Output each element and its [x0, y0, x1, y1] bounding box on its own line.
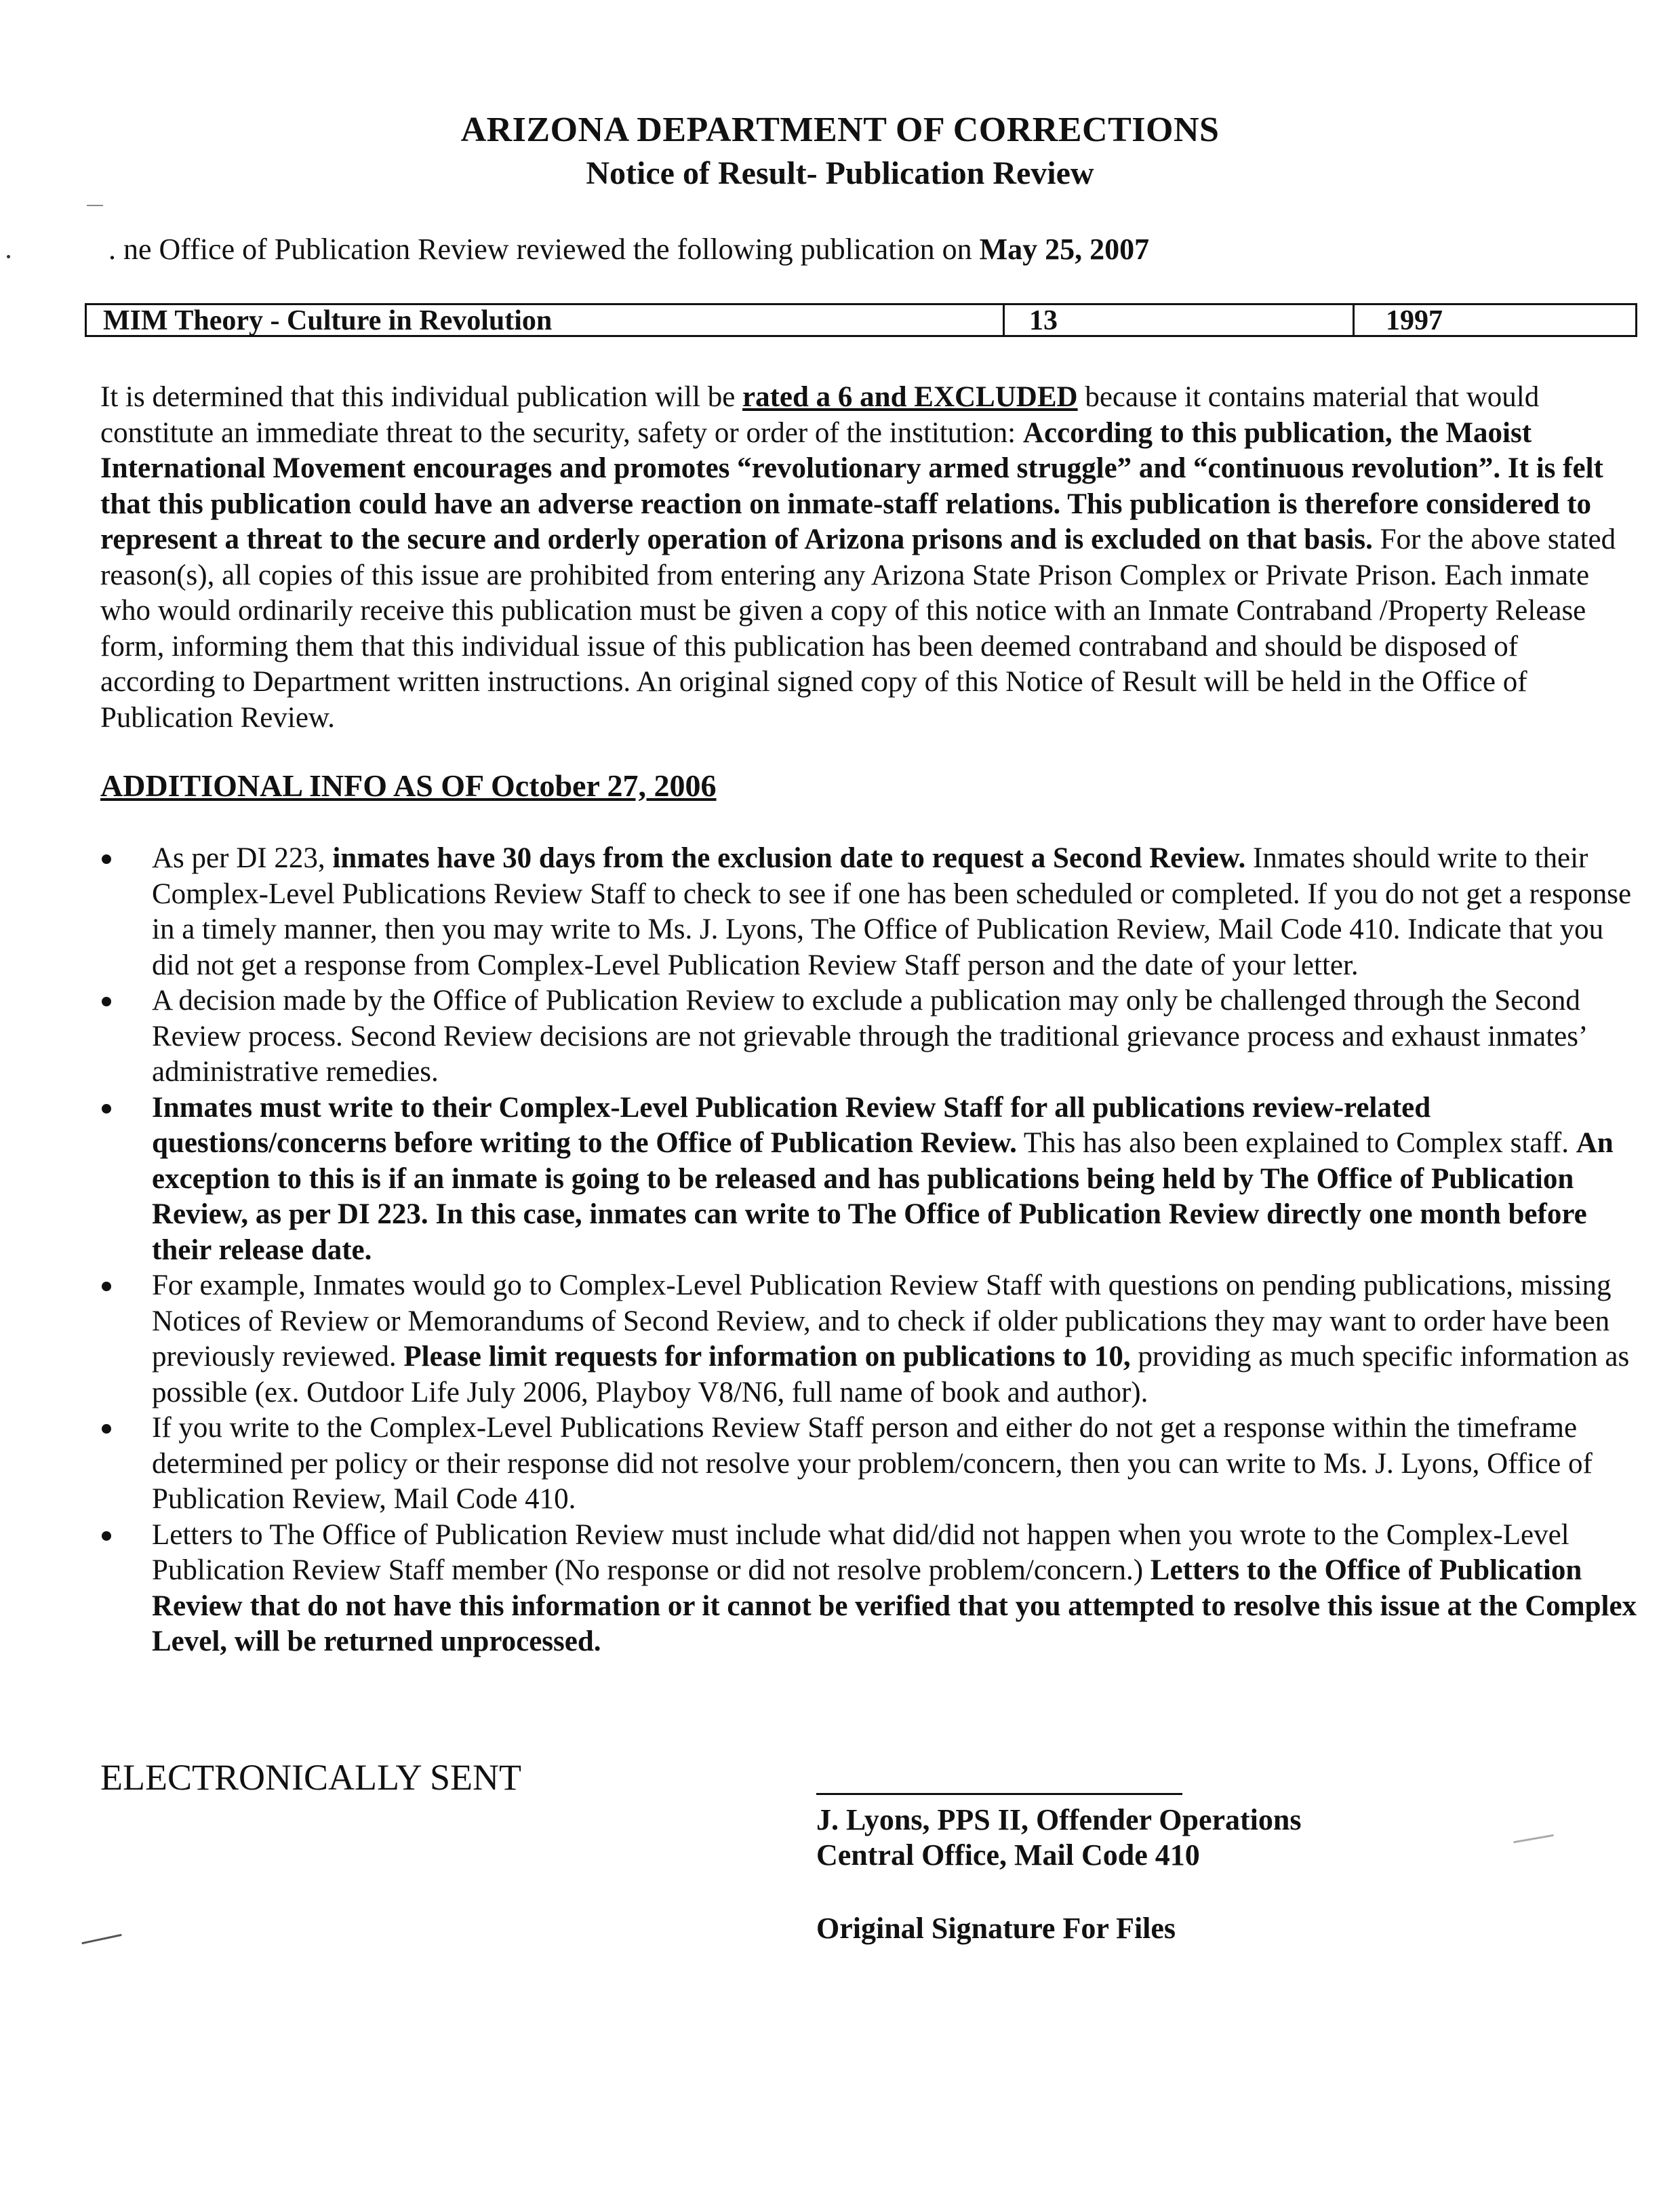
bullet-icon — [102, 1104, 111, 1113]
determination-text: For the above stated reason(s), all copies of this issue are prohibited from entering any Arizona State Prison Complex or Private Prison. Each inmate who would ordinarily receive this publication must be given a copy of this notice with an Inmate Contraband /Property Release form, informing them that this individual issue of this publication has been deemed contraband and should be disposed of according to Department written instructions. An original signed copy of this Notice of Result will be held in the Office of Publication Review. — [100, 524, 1616, 734]
list-item — [100, 1090, 1639, 1269]
publication-issue: 13 — [1005, 305, 1355, 335]
review-intro — [108, 232, 1149, 267]
list-item — [100, 1268, 1639, 1411]
scan-speck — [1513, 1834, 1554, 1843]
additional-info-heading: ADDITIONAL INFO AS OF October 27, 2006 — [100, 768, 717, 803]
signature-line — [816, 1793, 1182, 1795]
item-text: This has also been explained to Complex staff. — [1016, 1127, 1576, 1159]
signer-name: J. Lyons, PPS II, Offender Operations — [816, 1803, 1302, 1836]
electronically-sent-label: ELECTRONICALLY SENT — [100, 1757, 522, 1798]
item-text-bold: Inmates must write to their Complex-Level Publication Review Staff for all publications review-related questions/concerns before writing to the Office of Publication Review. — [152, 1091, 1431, 1159]
bullet-icon — [102, 997, 111, 1006]
item-text: For example, Inmates would go to Complex-Level Publication Review Staff with questions on pending publications, missing Notices of Review or Memorandums of Second Review, and to check if older publications they may want to order have been previously reviewed. — [152, 1269, 1612, 1373]
item-text: Inmates should write to their Complex-Level Publications Review Staff to check to see if one has been scheduled or completed. If you do not get a response in a timely manner, then you may write to Ms. J. Lyons, The Office of Publication Review, Mail Code 410. Indicate that you did not get a response from Complex-Level Publication Review Staff person and the date of your letter. — [152, 842, 1632, 981]
determination-paragraph — [100, 380, 1639, 736]
item-text-bold: Letters to the Office of Publication Review that do not have this information or it cannot be verified that you attempted to resolve this issue at the Complex Level, will be returned unprocessed. — [152, 1554, 1637, 1657]
notice-title: Notice of Result- Publication Review — [586, 155, 1094, 191]
item-text-bold: Please limit requests for information on publications to 10, — [403, 1341, 1131, 1373]
publication-year: 1997 — [1386, 305, 1443, 336]
bullet-icon — [102, 1424, 111, 1434]
list-item — [100, 983, 1639, 1090]
publication-name: MIM Theory - Culture in Revolution — [87, 305, 1005, 335]
signer-office: Central Office, Mail Code 410 — [816, 1838, 1200, 1872]
intro-text: . ne Office of Publication Review reviewed the following publication on — [108, 233, 980, 266]
determination-text: It is determined that this individual publication will be — [100, 381, 743, 413]
item-text-bold: An exception to this is if an inmate is going to be released and has publications being held by The Office of Publication Review, as per DI 223. In this case, inmates can write to The Office of Publication Review directly one month before their release date. — [152, 1127, 1614, 1266]
list-item — [100, 1411, 1639, 1518]
item-text: A decision made by the Office of Publication Review to exclude a publication may only be challenged through the Second Review process. Second Review decisions are not grievable through the traditional grievance process and exhaust inmates’ administrative remedies. — [152, 985, 1586, 1088]
scan-speck — [7, 255, 10, 258]
item-text: As per DI 223, — [152, 842, 333, 874]
review-date: May 25, 2007 — [979, 233, 1150, 266]
additional-info-list — [100, 841, 1639, 1660]
item-text: providing as much specific information as possible (ex. Outdoor Life July 2006, Playboy V8/N6, full name of book and author). — [152, 1341, 1630, 1408]
agency-heading: ARIZONA DEPARTMENT OF CORRECTIONS — [460, 111, 1220, 149]
item-text: If you write to the Complex-Level Publications Review Staff person and either do not get a response within the timeframe determined per policy or their response did not resolve your problem/concern, then you can write to Ms. J. Lyons, Office of Publication Review, Mail Code 410. — [152, 1412, 1593, 1515]
bullet-icon — [102, 1282, 111, 1291]
scan-speck — [87, 205, 103, 206]
signature-note: Original Signature For Files — [816, 1912, 1176, 1945]
item-text-bold: inmates have 30 days from the exclusion date to request a Second Review. — [332, 842, 1246, 874]
list-item — [100, 841, 1639, 983]
exclusion-reason: According to this publication, the Maoist International Movement encourages and promotes “revolutionary armed struggle” and “continuous revolution”. It is felt that this publication could have an adverse reaction on inmate-staff relations. This publication is therefore considered to represent a threat to the secure and orderly operation of Arizona prisons and is excluded on that basis. — [100, 416, 1603, 555]
publication-table — [85, 303, 1637, 337]
bullet-icon — [102, 854, 111, 864]
scan-speck — [81, 1934, 121, 1944]
item-text: Letters to The Office of Publication Review must include what did/did not happen when you wrote to the Complex-Level Publication Review Staff member (No response or did not resolve problem/concern.) — [152, 1518, 1569, 1586]
rating-result: rated a 6 and EXCLUDED — [742, 381, 1078, 413]
determination-text: because it contains material that would constitute an immediate threat to the security, safety or order of the institution: — [100, 381, 1540, 449]
bullet-icon — [102, 1531, 111, 1541]
list-item — [100, 1518, 1639, 1660]
